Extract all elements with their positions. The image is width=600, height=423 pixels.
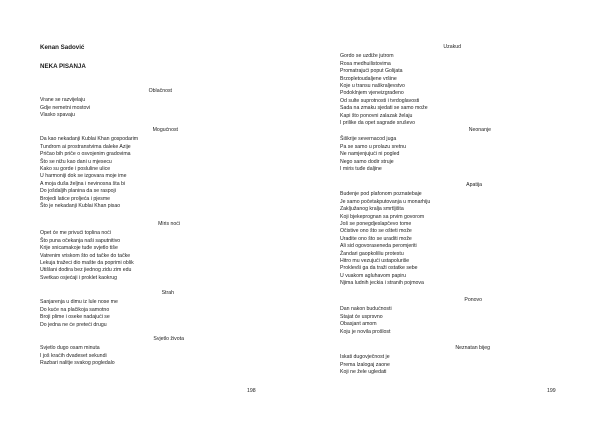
poem-title: Uzakud (443, 44, 461, 50)
poem-line: Svetkao osjećaji i proklet kaokrug (40, 274, 117, 281)
poem-line: Dan nakon budućnosti (340, 306, 392, 313)
poem-title: Svjetlo života (153, 336, 184, 342)
poem-line: Brzopletoudaljene vršine (340, 75, 397, 82)
poem-line: Krije snicamakoje tuđe svjetlo tiše (40, 245, 118, 252)
poem (340, 44, 461, 127)
poem-line: Da kao nekadanji Kublai Khan gospodarim (40, 136, 139, 143)
poem (340, 345, 490, 377)
poem-line: Koje u transu naškraljevstvo (340, 83, 405, 90)
poem (40, 336, 184, 368)
poem-title: Strah (161, 290, 174, 296)
poem-title: Neonanje (468, 127, 491, 133)
poem-title: Apatija (466, 182, 482, 188)
poem-line: Broji plime i oseke nadajući se (40, 314, 110, 321)
poem-line: Stajat će usprsvno (340, 313, 383, 320)
poem-line: Utišlani dodira bez jiednog zidu zim edu (40, 267, 132, 274)
poem-line: Koji ne žele ugledati (340, 369, 387, 376)
poem-line: Hitro mu vezujući ustapoluriše (340, 258, 410, 265)
poem-line: Tundrom ai prostranstvima daleke Azije (40, 143, 131, 150)
poem-line: Vatrenim vriskom što od tačke do tačke (40, 252, 131, 259)
poem-line: Do kuće na plačikoja samotno (40, 306, 110, 313)
author-name: Kenan Sadović (40, 44, 85, 51)
poem-line: Pa se samo u prolazu sretnu (340, 143, 407, 150)
poem-line: Ne namjenjujući ni pogled (340, 151, 400, 158)
poem-line: Budenje pod plafonom poznatebaje (340, 191, 422, 198)
poem-line: Gordo se uzdiže jutrom (340, 53, 394, 60)
poem-line: Je samo početakputovanja u monarhiju (340, 198, 431, 205)
poem-line: Svjetlo dugo osam minuta (40, 345, 100, 352)
poem-line: Lekuja tražeci dio mašte da poprimi oblik (40, 260, 134, 267)
poem-line: I još kraćih dvadeset sekundi (40, 352, 107, 359)
poem-line: Kako su gorde i posluline ulice (40, 166, 111, 173)
poem (340, 297, 482, 336)
poem-title: Miris noći (158, 221, 180, 227)
poem-line: Žandari gaopkoliliu protestu (340, 250, 404, 257)
page-number: 198 (247, 388, 256, 394)
poem-line: Koji bjekeprognan sa prvim govorom (340, 213, 425, 220)
poem-line: Vlasko spavaju (40, 112, 75, 119)
poem (40, 127, 178, 210)
poem-line: Brojedi latice proljeća i pjesme (40, 195, 111, 202)
poem-line: Zakljužanog kralja smrtljišta (340, 206, 404, 213)
poem-line: Sanjarenja u dimu iz lule nose me (40, 299, 118, 306)
poem-line: U vuakom agluhavom papiru (340, 272, 407, 279)
poem (40, 88, 172, 120)
page-number: 199 (547, 388, 556, 394)
poem-line: Što puna očekanja naši saputnitivo (40, 237, 121, 244)
poem-line: Uradite ono što se uraditi može (340, 235, 412, 242)
poem-line: Koju je novila prošlost (340, 328, 391, 335)
poem-line: I miris tuđe daljine (340, 166, 382, 173)
poem-line: Ali sid ogovoraseneda peromjeriti (340, 243, 417, 250)
poem-line: Njima ludnih jeckia i stranih pojmova (340, 280, 424, 287)
poem-line: Pričao bih priče o osvojenim gradovima (40, 151, 131, 158)
poem-line: Proklevši ga da traži ostatke sebe (340, 265, 418, 272)
poem (40, 290, 174, 329)
book-title: NEKA PISANJA (40, 63, 86, 70)
right-page (300, 0, 600, 423)
poem-line: Razbari nalitje svakog pogledalo (40, 360, 115, 367)
poem-line: Još se ponegdjeslapčevo tome (340, 221, 412, 228)
poem-line: U harmoniji dok se izgovara moje ime (40, 173, 127, 180)
poem-line: Što se nižu kao dani u mjesecu (40, 158, 112, 165)
poem-line: Očistive ono što se ošteti može (340, 228, 412, 235)
poem-line: Vrane se razvijelaju (40, 97, 86, 104)
poem-line: Šiškrije severnacod juga (340, 136, 397, 143)
poem-line: Nego samo dodir struje (340, 158, 394, 165)
poem-line: Podoklnjem vjeneizgrađeno (340, 90, 404, 97)
poem-line: I prilike da opet sagrade sruševo (340, 120, 415, 127)
poem-line: Gdje nemetni mostovi (40, 104, 91, 111)
poem-line: Opet će me privući toplina noći (40, 230, 111, 237)
poem-line: Od sulte suprotnosti i tvrdoglavosti (340, 97, 420, 104)
poem-line: Do jedna ne će preteći drugu (40, 321, 107, 328)
poem-line: Obasjant amom (340, 321, 377, 328)
poem-title: Oblačnost (148, 88, 172, 94)
poem-line: Promatrajući poput Golijata (340, 68, 403, 75)
poem (340, 127, 491, 173)
poem (40, 221, 180, 282)
poem-line: Sada na zmaku sjedati se samo može (340, 105, 428, 112)
poem-line: Iskati dugovječnost je (340, 354, 390, 361)
poem-line: Rosa medhuilistovima (340, 60, 391, 67)
poem (340, 182, 482, 288)
poem-line: Do jošdaljih planina da se raspoji (40, 188, 116, 195)
poem-line: A moja duša željna i nevinosna šta bi (40, 180, 126, 187)
poem-title: Ponovo (464, 297, 482, 303)
poem-line: Kapi što ponovni zalazak želaju (340, 112, 413, 119)
poem-title: Neznatan bijeg (455, 345, 490, 351)
poem-line: Što je nekadanji Kublai Khan pisao (40, 203, 121, 210)
poem-title: Mogućnost (152, 127, 178, 133)
poem-line: Prema lzalogaj zaone (340, 361, 390, 368)
